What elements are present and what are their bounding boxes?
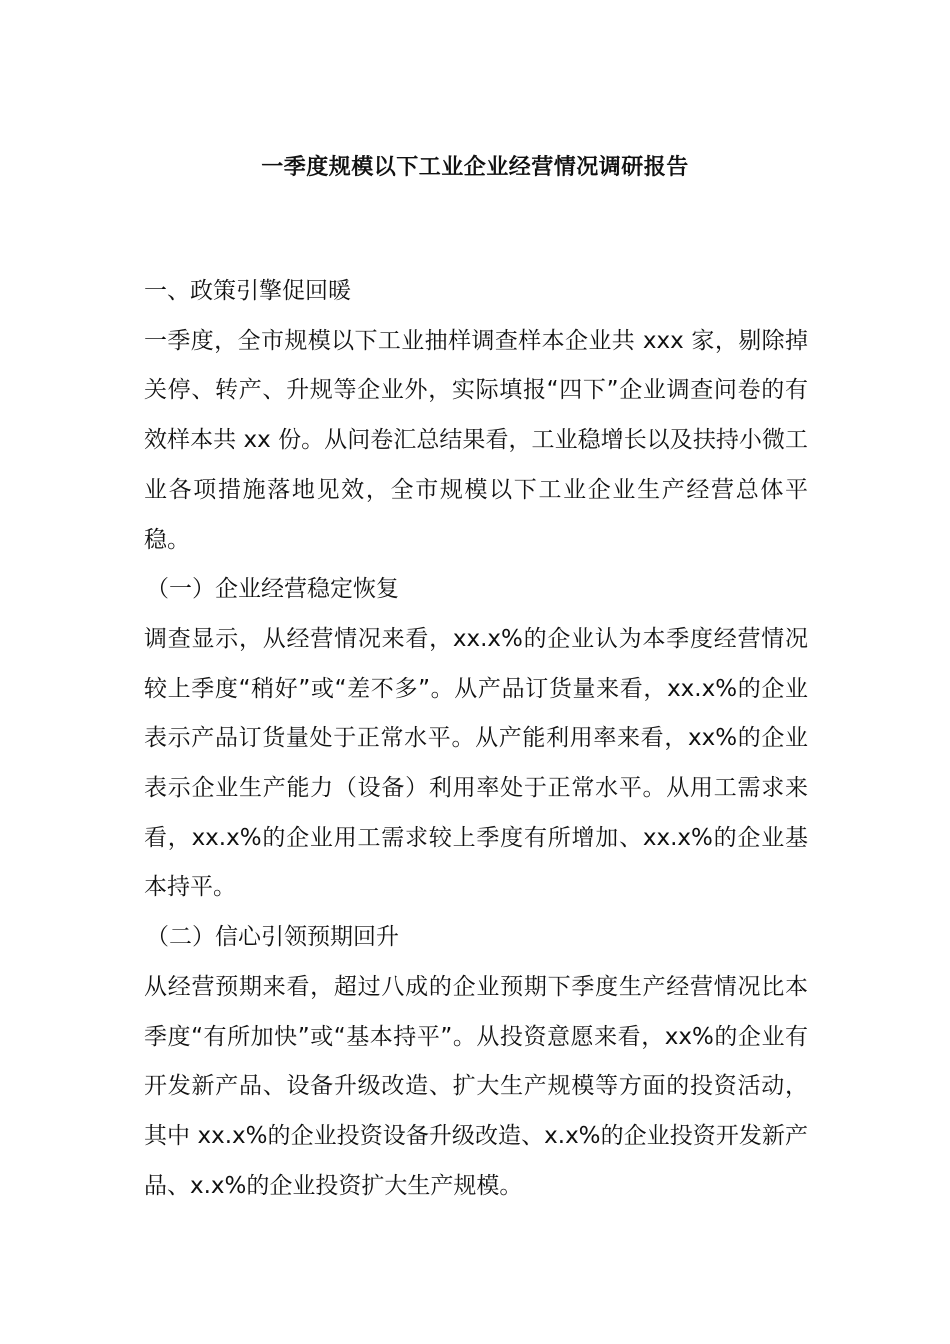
section-heading: 一、政策引擎促回暖 <box>144 278 351 304</box>
document-title: 一季度规模以下工业企业经营情况调研报告 <box>261 155 689 180</box>
section-paragraph: 一季度，全市规模以下工业抽样调查样本企业共 xxx 家，剔除掉关停、转产、升规等企业外，实际填报“四下”企业调查问卷的有效样本共 xx 份。从问卷汇总结果看，工业稳增长以及扶持小微工业各项措施落地见效，全市规模以下工业企业生产经营总体平稳。 <box>144 327 808 553</box>
subsection-paragraph: 调查显示，从经营情况来看，xx.x%的企业认为本季度经营情况较上季度“稍好”或“差不多”。从产品订货量来看，xx.x%的企业表示产品订货量处于正常水平。从产能利用率来看，xx%的企业表示企业生产能力（设备）利用率处于正常水平。从用工需求来看，xx.x%的企业用工需求较上季度有所增加、xx.x%的企业基本持平。 <box>144 625 808 901</box>
subsection-paragraph: 从经营预期来看，超过八成的企业预期下季度生产经营情况比本季度“有所加快”或“基本持平”。从投资意愿来看，xx%的企业有开发新产品、设备升级改造、扩大生产规模等方面的投资活动，其中 xx.x%的企业投资设备升级改造、x.x%的企业投资开发新产品、x.x%的企业投资扩大生产规模。 <box>144 973 808 1199</box>
document-body <box>144 267 808 1211</box>
subsection-heading: （二）信心引领预期回升 <box>146 924 399 951</box>
subsection-heading: （一）企业经营稳定恢复 <box>146 576 399 603</box>
